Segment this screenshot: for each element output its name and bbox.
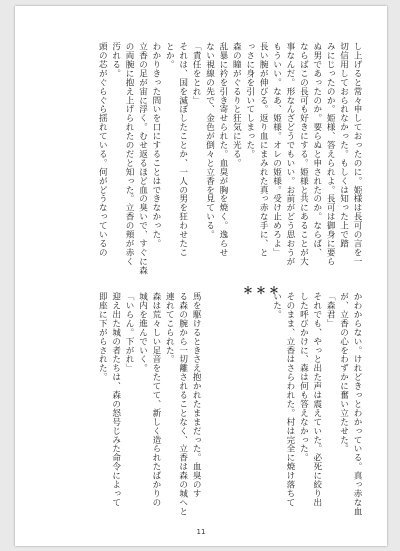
text-line bbox=[202, 292, 215, 520]
upper-text-block bbox=[95, 42, 363, 274]
text-line: 立香の足が宙に浮く。むせ返るほど血の臭いで、すぐに森 bbox=[137, 42, 148, 275]
text-line: 城内を進んでいく。 bbox=[137, 292, 148, 373]
text-line bbox=[242, 292, 255, 520]
text-line: もういい。なあ、姫様。オレの姫様。受け止めろよ」 bbox=[271, 42, 282, 257]
text-line: それは、国を滅ぼしたことか、一人の男を狂わせたこ bbox=[177, 42, 188, 257]
text-line: 長い腕が伸びる。返り血にまみれた真っ赤な手に、と bbox=[258, 42, 269, 257]
text-line: ぬ男であったのか。要らぬと申されたのか。ならば、 bbox=[311, 42, 322, 257]
text-line: ない視線の先で、金色が倒々と立香を見ている。 bbox=[204, 42, 215, 239]
text-line: っさに身を引いてしまった。 bbox=[244, 42, 255, 159]
text-line bbox=[216, 292, 229, 520]
text-line: 馬を駆けるときさえ抱かれたままだった。血臭のす bbox=[191, 292, 202, 498]
text-line: そのまま、立香はさらわれた。村は完全に焼け落ちて bbox=[284, 292, 295, 507]
text-line: が、立香の心をわずかに奮い立たせた。 bbox=[338, 292, 349, 454]
text-line: 事なんだ。形なんざどうでもいい。お前がどう思おうが bbox=[284, 42, 295, 266]
text-line: 「森君」 bbox=[325, 292, 336, 328]
page-number: 11 bbox=[196, 528, 206, 536]
lower-text-block bbox=[95, 292, 363, 520]
text-line: 迎え出た城の者たちは、森の怒号じみた命令によって bbox=[110, 292, 121, 507]
text-line bbox=[256, 292, 269, 520]
text-line: みにじったのか。姫様、答えられよ。長可は御身に要ら bbox=[325, 42, 336, 266]
text-line: ならばこの長可も好きにする。姫様と共にあることが大 bbox=[298, 42, 309, 266]
text-line: 乱暴に衿を引き寄せられた。血臭が胸を焼く。逸らせ bbox=[217, 42, 228, 257]
text-line: かわからない。けれどきっとわかっている。真っ赤な血 bbox=[352, 292, 362, 516]
text-line: 頭の芯がぐらぐら揺れている。何がどうなっているの bbox=[97, 42, 108, 257]
text-line: 即座に下がらされた。 bbox=[97, 292, 108, 382]
text-line: いた。 bbox=[271, 292, 282, 319]
text-line: 連れてこられた。 bbox=[164, 292, 175, 364]
text-line: 「責任をとれ」 bbox=[191, 42, 202, 105]
text-line: の両腕に抱え上げられたのだと知った。立香の頬が赤く bbox=[124, 42, 135, 266]
text-line: わかりきった問いを口にすることはできなかった。 bbox=[150, 42, 161, 248]
text-line: 森の瞳がぐるりと狂気に光る。 bbox=[231, 42, 242, 168]
text-line: 汚れる。 bbox=[110, 42, 121, 78]
book-page bbox=[15, 6, 387, 546]
text-line: 「いらん。下がれ」 bbox=[124, 292, 135, 373]
text-line: 森は荒々しい足音をたてて、新しく造られたばかりの bbox=[150, 292, 161, 507]
text-line: とか。 bbox=[164, 42, 175, 69]
scene-separator: ＊＊＊ bbox=[243, 286, 282, 297]
text-line: し上げると常々申しておったのに。姫様は長可の言を一 bbox=[352, 42, 362, 266]
text-line: それでも、やっと出た声は震えていた。必死に絞り出 bbox=[311, 292, 322, 507]
text-line: る森の腕から一切離されることなく、立香は森の城へと bbox=[177, 292, 188, 516]
text-line: した呼びかけに、森は何も答えなかった。 bbox=[298, 292, 309, 463]
text-line bbox=[229, 292, 242, 520]
text-line: 切信用しておられなかった。もしくは知った上で踏 bbox=[338, 42, 349, 248]
